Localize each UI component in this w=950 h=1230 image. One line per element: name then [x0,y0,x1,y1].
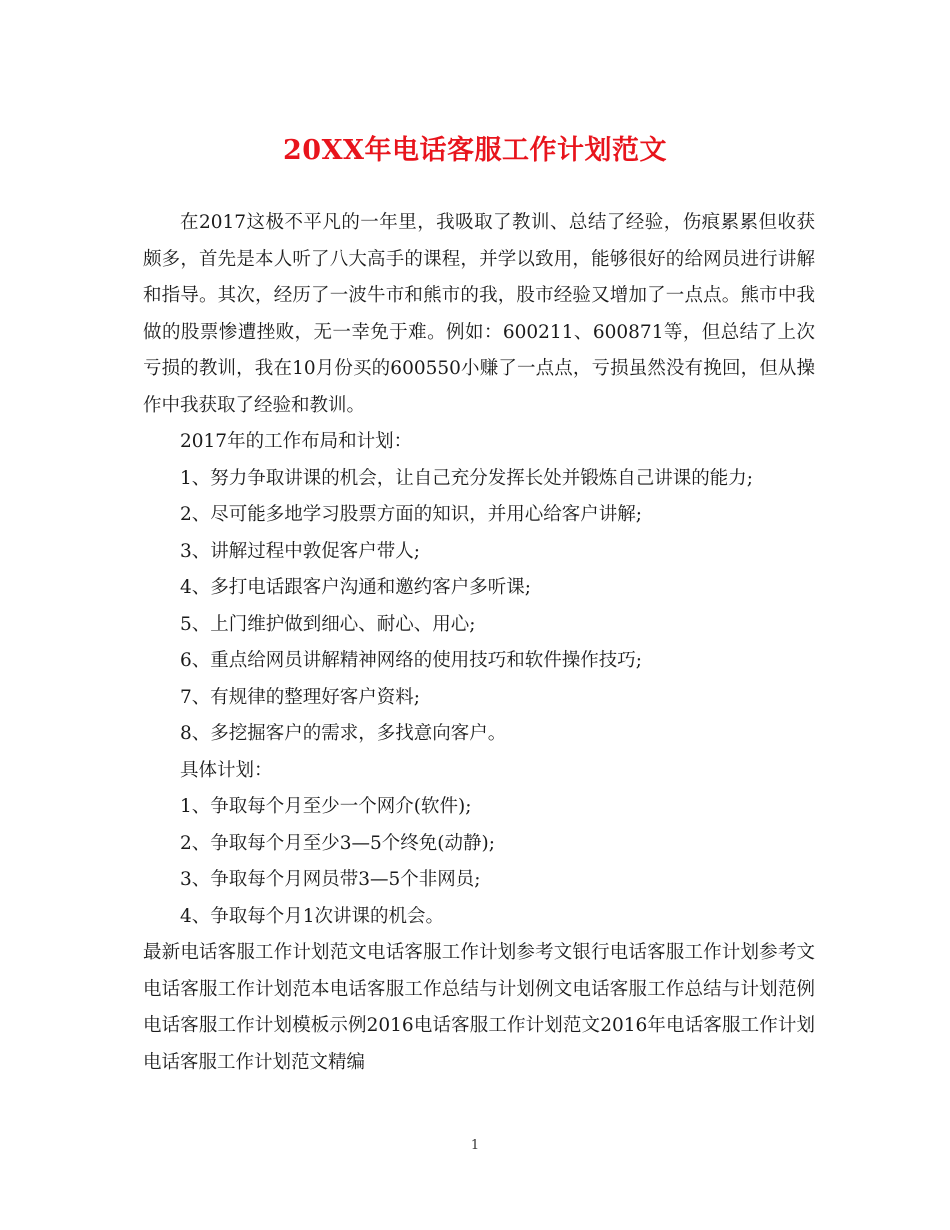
related-links-text: 最新电话客服工作计划范文电话客服工作计划参考文银行电话客服工作计划参考文电话客服工作计划范本电话客服工作总结与计划例文电话客服工作总结与计划范例电话客服工作计划模板示例2016电话客服工作计划范文2016年电话客服工作计划电话客服工作计划范文精编 [143,942,815,1073]
plan-item: 8、多挖掘客户的需求，多找意向客户。 [180,723,507,744]
plan-item: 5、上门维护做到细心、耐心、用心; [180,613,476,635]
specific-item: 1、争取每个月至少一个网介(软件); [180,796,472,817]
plan-item: 1、努力争取讲课的机会，让自己充分发挥长处并锻炼自己讲课的能力; [180,467,754,489]
document-body [143,205,815,1081]
plan-heading: 2017年的工作布局和计划： [180,431,413,452]
specific-item: 2、争取每个月至少3—5个终免(动静); [180,832,495,854]
page-number: 1 [470,1138,480,1153]
plan-item: 4、多打电话跟客户沟通和邀约客户多听课; [180,577,532,598]
specific-item: 4、争取每个月1次讲课的机会。 [180,905,445,927]
plan-item: 3、讲解过程中敦促客户带人; [180,540,421,562]
plan-item: 2、尽可能多地学习股票方面的知识，并用心给客户讲解; [180,504,643,525]
plan-item: 6、重点给网员讲解精神网络的使用技巧和软件操作技巧; [180,650,643,671]
plan-item: 7、有规律的整理好客户资料; [180,686,421,708]
specific-item: 3、争取每个月网员带3—5个非网员; [180,869,481,890]
document-title: 20XX年电话客服工作计划范文 [283,135,667,166]
intro-paragraph: 在2017这极不平凡的一年里，我吸取了教训、总结了经验，伤痕累累但收获颇多，首先是本人听了八大高手的课程，并学以致用，能够很好的给网员进行讲解和指导。其次，经历了一波牛市和熊市的我，股市经验又增加了一点点。熊市中我做的股票惨遭挫败，无一幸免于难。例如：600211、600871等，但总结了上次亏损的教训，我在10月份买的600550小赚了一点点，亏损虽然没有挽回，但从操作中我获取了经验和教训。 [143,212,815,416]
specific-heading: 具体计划： [180,759,273,781]
